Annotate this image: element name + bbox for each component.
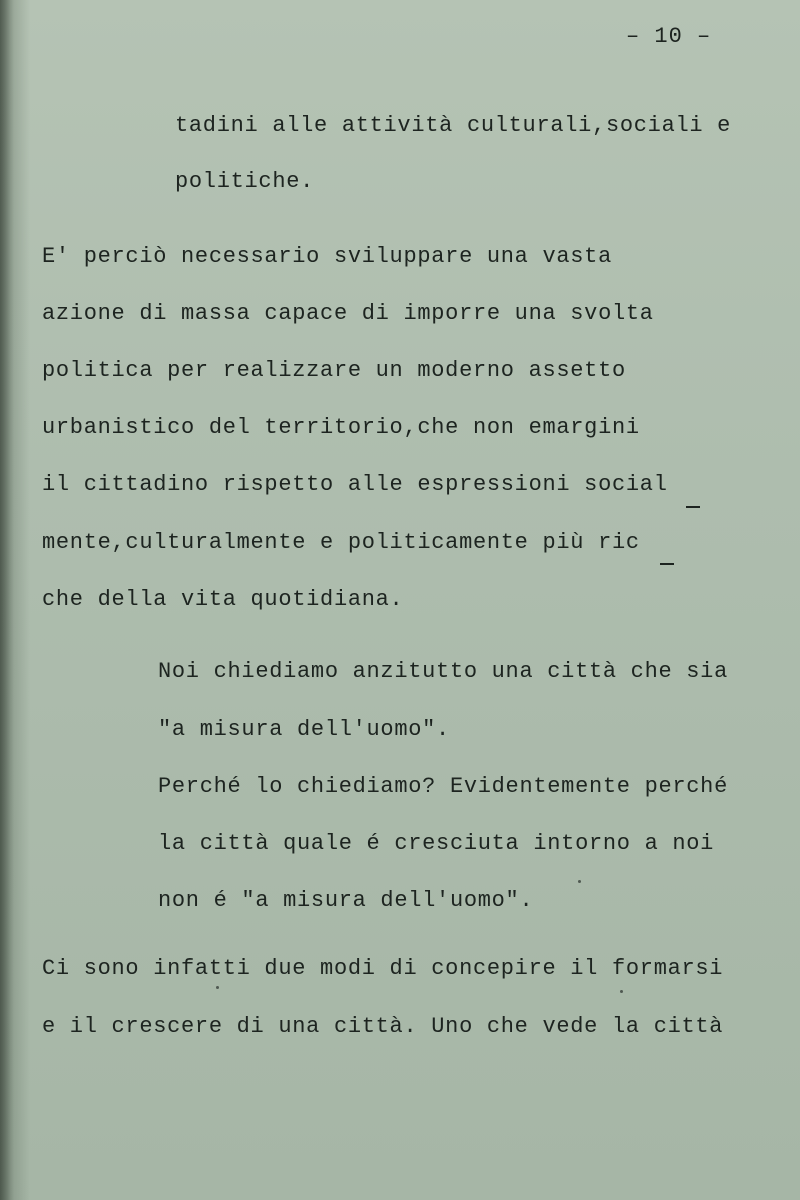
hyphen-underline-mark [686,506,700,508]
text-line: Ci sono infatti due modi di concepire il formarsi [42,956,724,981]
text-line: politica per realizzare un moderno assetto [42,358,626,383]
text-line: azione di massa capace di imporre una svolta [42,301,654,326]
text-line: e il crescere di una città. Uno che vede la città [42,1014,724,1039]
text-line: E' perciò necessario sviluppare una vasta [42,244,612,269]
text-line: politiche. [175,169,315,194]
text-line: tadini alle attività culturali,sociali e [175,113,732,138]
text-line: il cittadino rispetto alle espressioni social [42,472,668,497]
page-number: – 10 – [626,24,712,49]
scan-speck [578,880,581,883]
text-line: mente,culturalmente e politicamente più ric [42,530,640,555]
hyphen-underline-mark [660,563,674,565]
text-line: non é "a misura dell'uomo". [158,888,534,913]
text-line: Noi chiediamo anzitutto una città che sia [158,659,728,684]
text-line: urbanistico del territorio,che non emargini [42,415,640,440]
text-line: Perché lo chiediamo? Evidentemente perché [158,774,728,799]
spine-shadow [0,0,14,1200]
text-line: "a misura dell'uomo". [158,717,450,742]
text-line: che della vita quotidiana. [42,587,404,612]
scan-speck [620,990,623,993]
text-line: la città quale é cresciuta intorno a noi [158,831,715,856]
scan-speck [216,986,219,989]
